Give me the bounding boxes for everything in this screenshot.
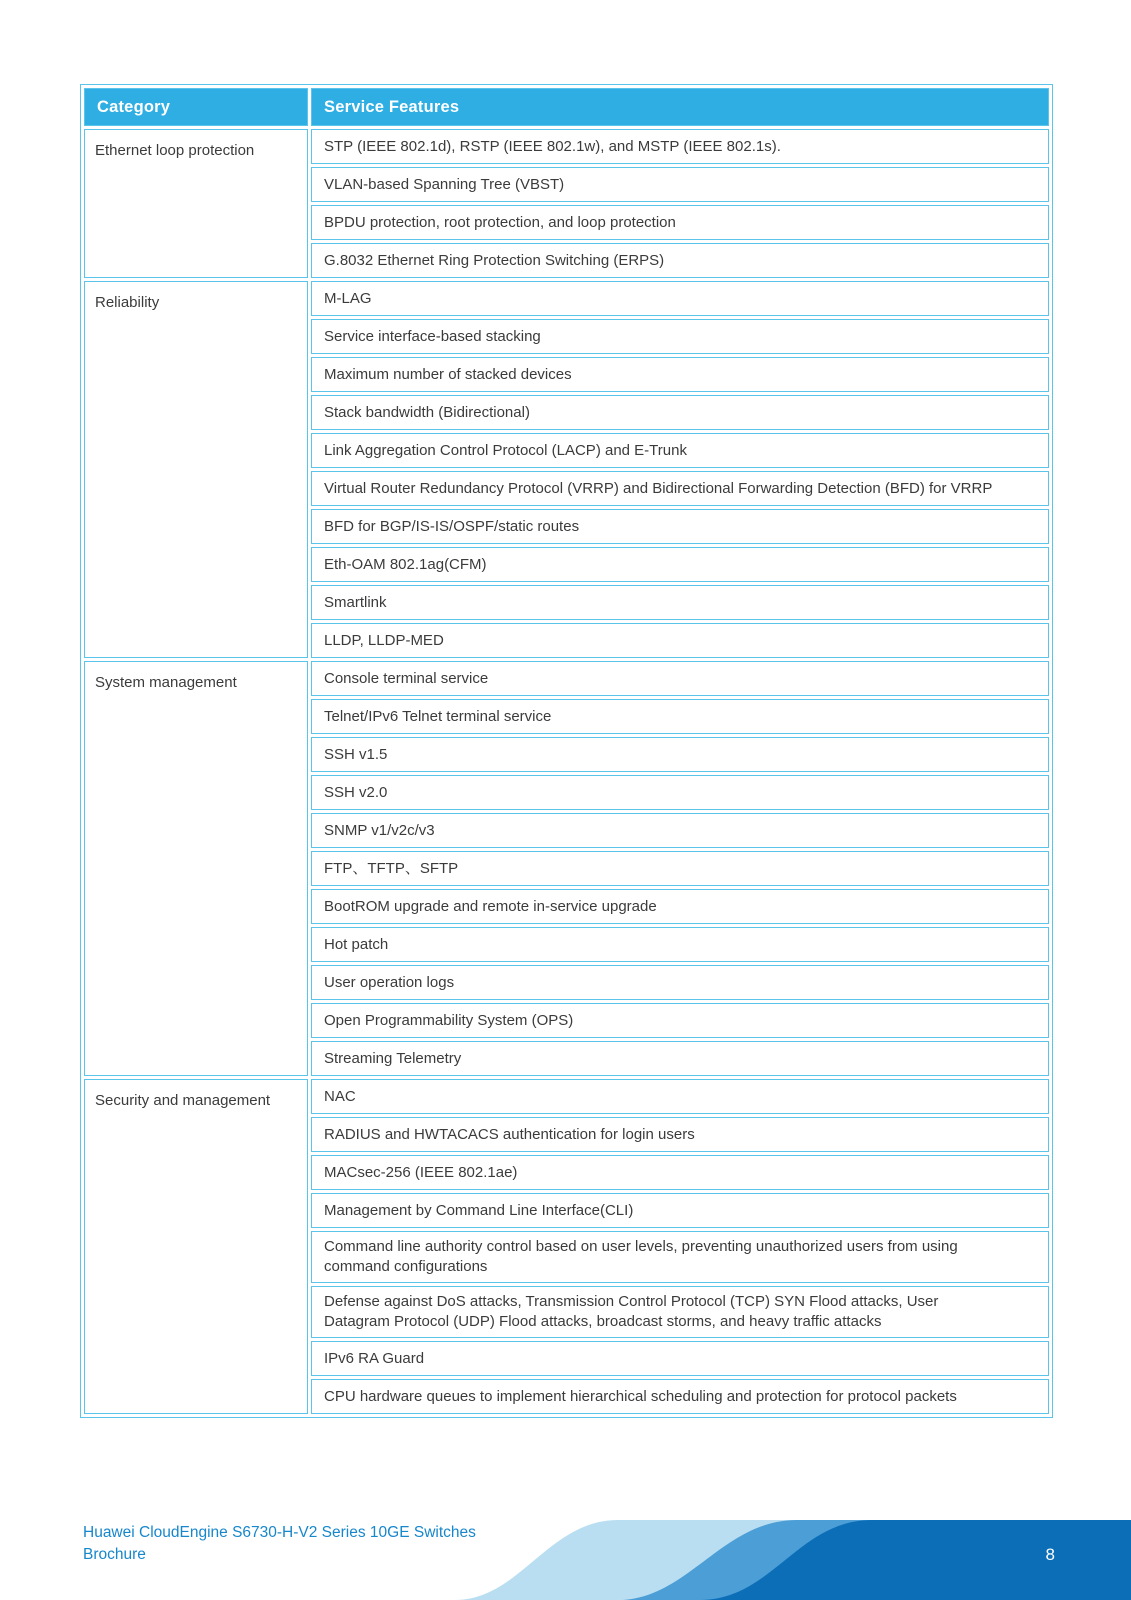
feature-cell: Hot patch bbox=[311, 927, 1049, 962]
feature-cell: Virtual Router Redundancy Protocol (VRRP) and Bidirectional Forwarding Detection (BFD) for VRRP bbox=[311, 471, 1049, 506]
feature-cell: LLDP, LLDP-MED bbox=[311, 623, 1049, 658]
document-title bbox=[83, 1522, 476, 1566]
page-footer bbox=[0, 1510, 1131, 1600]
table-row bbox=[84, 1079, 1049, 1114]
page-number: 8 bbox=[1045, 1545, 1055, 1564]
table-header-row bbox=[84, 88, 1049, 126]
table-row bbox=[84, 129, 1049, 164]
feature-cell: RADIUS and HWTACACS authentication for login users bbox=[311, 1117, 1049, 1152]
category-cell: Ethernet loop protection bbox=[84, 129, 308, 278]
feature-cell: SSH v1.5 bbox=[311, 737, 1049, 772]
feature-cell: Stack bandwidth (Bidirectional) bbox=[311, 395, 1049, 430]
feature-cell: M-LAG bbox=[311, 281, 1049, 316]
category-cell: Security and management bbox=[84, 1079, 308, 1414]
table-row bbox=[84, 281, 1049, 316]
feature-cell: VLAN-based Spanning Tree (VBST) bbox=[311, 167, 1049, 202]
feature-cell: Console terminal service bbox=[311, 661, 1049, 696]
feature-cell: Telnet/IPv6 Telnet terminal service bbox=[311, 699, 1049, 734]
feature-cell: FTP、TFTP、SFTP bbox=[311, 851, 1049, 886]
service-features-table bbox=[80, 84, 1053, 1418]
feature-cell: Open Programmability System (OPS) bbox=[311, 1003, 1049, 1038]
feature-cell: IPv6 RA Guard bbox=[311, 1341, 1049, 1376]
feature-cell: Smartlink bbox=[311, 585, 1049, 620]
feature-cell: Streaming Telemetry bbox=[311, 1041, 1049, 1076]
feature-cell: SNMP v1/v2c/v3 bbox=[311, 813, 1049, 848]
feature-cell: CPU hardware queues to implement hierarchical scheduling and protection for protocol packets bbox=[311, 1379, 1049, 1414]
feature-cell: Management by Command Line Interface(CLI) bbox=[311, 1193, 1049, 1228]
feature-cell: User operation logs bbox=[311, 965, 1049, 1000]
document-title-line2: Brochure bbox=[83, 1546, 146, 1563]
feature-cell: BPDU protection, root protection, and loop protection bbox=[311, 205, 1049, 240]
document-title-line1: Huawei CloudEngine S6730-H-V2 Series 10GE Switches bbox=[83, 1524, 476, 1541]
feature-cell: NAC bbox=[311, 1079, 1049, 1114]
feature-cell: Service interface-based stacking bbox=[311, 319, 1049, 354]
table-row bbox=[84, 661, 1049, 696]
feature-cell: SSH v2.0 bbox=[311, 775, 1049, 810]
feature-cell: G.8032 Ethernet Ring Protection Switching (ERPS) bbox=[311, 243, 1049, 278]
features-table bbox=[81, 85, 1052, 1417]
feature-cell: BFD for BGP/IS-IS/OSPF/static routes bbox=[311, 509, 1049, 544]
column-header-service-features: Service Features bbox=[311, 88, 1049, 126]
feature-cell: BootROM upgrade and remote in-service upgrade bbox=[311, 889, 1049, 924]
category-cell: System management bbox=[84, 661, 308, 1076]
feature-cell: Command line authority control based on user levels, preventing unauthorized users from using command configurations bbox=[311, 1231, 1049, 1283]
feature-cell: Defense against DoS attacks, Transmission Control Protocol (TCP) SYN Flood attacks, User Datagram Protocol (UDP) Flood attacks, broadcast storms, and heavy traffic attacks bbox=[311, 1286, 1049, 1338]
feature-cell: Maximum number of stacked devices bbox=[311, 357, 1049, 392]
feature-cell: Eth-OAM 802.1ag(CFM) bbox=[311, 547, 1049, 582]
feature-cell: STP (IEEE 802.1d), RSTP (IEEE 802.1w), and MSTP (IEEE 802.1s). bbox=[311, 129, 1049, 164]
column-header-category: Category bbox=[84, 88, 308, 126]
feature-cell: MACsec-256 (IEEE 802.1ae) bbox=[311, 1155, 1049, 1190]
category-cell: Reliability bbox=[84, 281, 308, 658]
feature-cell: Link Aggregation Control Protocol (LACP) and E-Trunk bbox=[311, 433, 1049, 468]
